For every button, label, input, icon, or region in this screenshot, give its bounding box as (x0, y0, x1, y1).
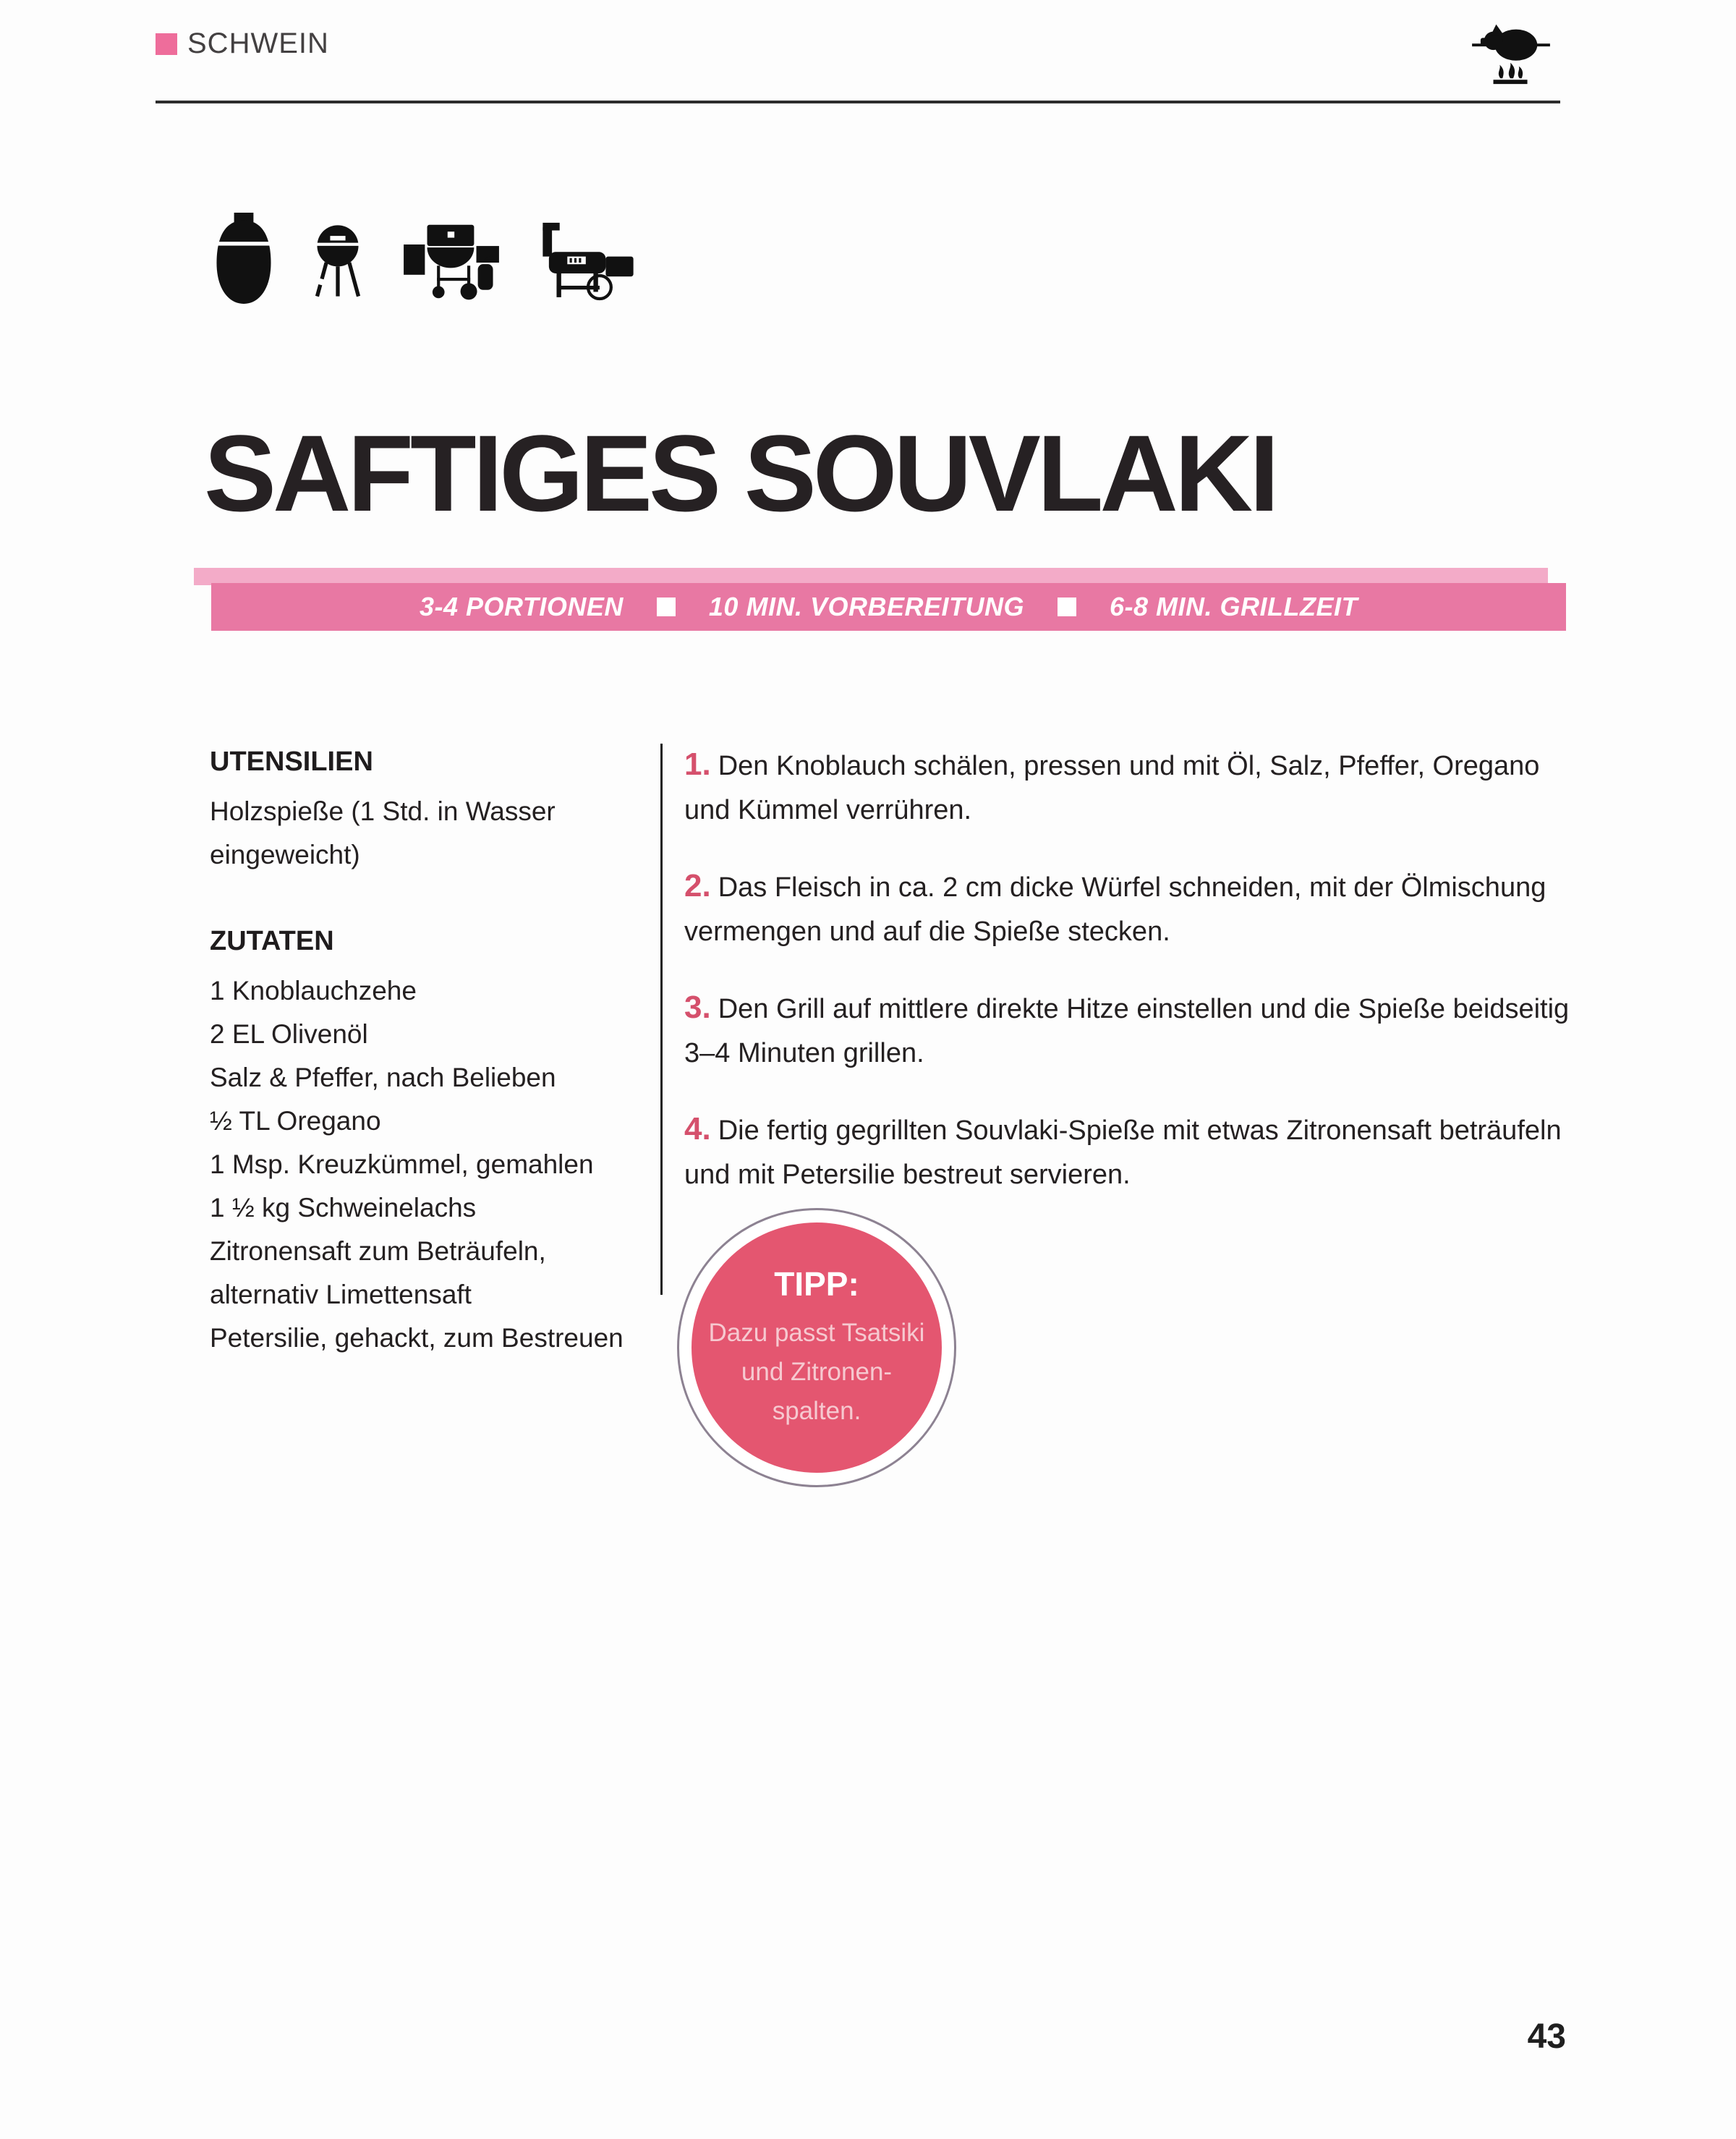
step-text: Den Grill auf mittlere direkte Hitze einstellen und die Spieße beidseitig 3–4 Minuten grillen. (684, 994, 1570, 1068)
header-divider (156, 101, 1560, 103)
ingredients-list (210, 969, 628, 1360)
ingredient-item: Salz & Pfeffer, nach Belieben (210, 1063, 556, 1092)
step-number: 1. (684, 747, 711, 782)
page-number: 43 (1527, 2017, 1566, 2056)
category-label: SCHWEIN (187, 27, 329, 59)
tip-text-line: Dazu passt Tsatsiki (708, 1319, 925, 1347)
recipe-title: SAFTIGES SOUVLAKI (204, 412, 1276, 534)
banner-portions: 3-4 PORTIONEN (420, 592, 624, 621)
gas-grill-icon (402, 213, 501, 310)
instruction-step (684, 864, 1573, 954)
banner-grill-time: 6-8 MIN. GRILLZEIT (1109, 592, 1358, 621)
info-banner (211, 583, 1566, 631)
step-text: Den Knoblauch schälen, pressen und mit Öl, Salz, Pfeffer, Oregano und Kümmel verrühren. (684, 751, 1540, 825)
tip-text-line: spalten. (772, 1397, 861, 1425)
pig-on-spit-icon (1472, 17, 1550, 88)
instruction-step (684, 985, 1573, 1076)
step-number: 2. (684, 868, 711, 903)
instruction-step (684, 742, 1573, 833)
kettle-grill-icon (311, 213, 365, 310)
tip-circle-fill (692, 1222, 942, 1473)
ingredient-item: Zitronensaft zum Beträufeln, alternativ Limettensaft (210, 1236, 546, 1309)
step-text: Die fertig gegrillten Souvlaki-Spieße mit etwas Zitronensaft beträufeln und mit Petersilie bestreut servieren. (684, 1115, 1562, 1190)
grill-type-icons (214, 211, 638, 310)
ingredient-item: 1 Msp. Kreuzkümmel, gemahlen (210, 1149, 594, 1179)
step-text: Das Fleisch in ca. 2 cm dicke Würfel schneiden, mit der Ölmischung vermengen und auf die Spieße stecken. (684, 872, 1546, 947)
instruction-step (684, 1107, 1573, 1197)
step-number: 3. (684, 990, 711, 1025)
banner-prep-time: 10 MIN. VORBEREITUNG (708, 592, 1024, 621)
ingredients-column (210, 745, 628, 1360)
banner-separator-square (1058, 598, 1076, 616)
kamado-grill-icon (214, 213, 273, 310)
smoker-grill-icon (538, 213, 638, 310)
instructions-column (684, 742, 1573, 1228)
ingredient-item: 1 ½ kg Schweinelachs (210, 1193, 477, 1222)
ingredient-item: ½ TL Oregano (210, 1106, 381, 1136)
ingredient-item: 1 Knoblauchzehe (210, 976, 417, 1005)
tip-heading: TIPP: (774, 1265, 859, 1303)
column-divider (660, 744, 663, 1295)
category-header (156, 27, 329, 60)
ingredients-heading: ZUTATEN (210, 926, 334, 956)
banner-separator-square (657, 598, 676, 616)
step-number: 4. (684, 1111, 711, 1147)
utensils-heading: UTENSILIEN (210, 747, 373, 777)
category-color-square (156, 33, 177, 55)
ingredient-item: Petersilie, gehackt, zum Bestreuen (210, 1323, 624, 1353)
ingredient-item: 2 EL Olivenöl (210, 1019, 368, 1049)
utensils-item: Holzspieße (1 Std. in Wasser eingeweicht) (210, 796, 556, 869)
tip-text-line: und Zitronen- (741, 1358, 893, 1386)
tip-circle (677, 1208, 956, 1487)
